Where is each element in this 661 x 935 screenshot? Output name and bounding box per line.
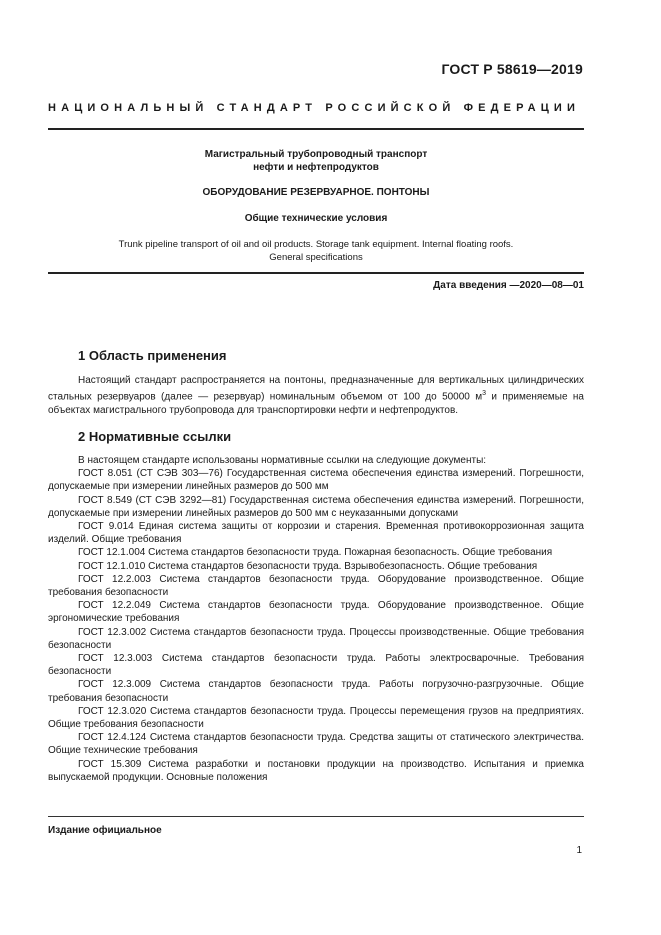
reference-paragraph: В настоящем стандарте использованы нормативные ссылки на следующие документы: (78, 455, 487, 466)
section-1-text-b: и применяемые на объектах магистрального трубопровода для транспортировки нефти и нефтепродуктов. (48, 391, 584, 416)
header-divider (48, 128, 584, 130)
reference-paragraph: ГОСТ 12.2.049 Система стандартов безопасности труда. Оборудование производственное. Общие эргономические требования (48, 600, 584, 625)
section-1-paragraph (48, 374, 584, 417)
reference-paragraph: ГОСТ 12.2.003 Система стандартов безопасности труда. Оборудование производственное. Общие требования безопасности (48, 573, 584, 599)
reference-paragraph: ГОСТ 9.014 Единая система защиты от коррозии и старения. Временная противокоррозионная защита изделий. Общие требования (48, 521, 584, 546)
title-divider (48, 272, 584, 274)
english-title-line-1: Trunk pipeline transport of oil and oil products. Storage tank equipment. Internal floating roofs. (118, 239, 514, 250)
subtitle: Общие технические условия (244, 213, 388, 224)
official-edition-label: Издание официальное (48, 825, 162, 836)
reference-paragraph: ГОСТ 12.1.004 Система стандартов безопасности труда. Пожарная безопасность. Общие требования (78, 547, 553, 559)
english-title-line-2: General specifications (269, 252, 363, 263)
reference-paragraph: ГОСТ 12.3.020 Система стандартов безопасности труда. Процессы перемещения грузов на предприятиях. Общие требования безопасности (48, 705, 584, 731)
section-1-body (48, 374, 584, 417)
reference-paragraph: ГОСТ 12.3.009 Система стандартов безопасности труда. Работы погрузочно-разгрузочные. Общие требования безопасности (48, 679, 584, 704)
reference-paragraph: ГОСТ 12.3.002 Система стандартов безопасности труда. Процессы производственные. Общие требования безопасности (48, 626, 584, 651)
introduction-date: Дата введения —2020—08—01 (433, 280, 584, 291)
national-standard-heading: НАЦИОНАЛЬНЫЙ СТАНДАРТ РОССИЙСКОЙ ФЕДЕРАЦИИ (48, 102, 581, 114)
reference-paragraph: ГОСТ 12.1.010 Система стандартов безопасности труда. Взрывобезопасность. Общие требования (78, 560, 538, 572)
page-number: 1 (576, 845, 582, 856)
reference-paragraph: ГОСТ 8.549 (СТ СЭВ 3292—81) Государственная система обеспечения единства измерений. Погрешности, допускаемые при измерении линейных размеров до 500 мм с неуказанными допусками (48, 494, 584, 519)
reference-paragraph: ГОСТ 12.4.124 Система стандартов безопасности труда. Средства защиты от статического электричества. Общие технические требования (48, 732, 584, 757)
footer-divider (48, 816, 584, 817)
section-2-body (48, 454, 584, 784)
title-line-1: Магистральный трубопроводный транспорт (204, 149, 428, 160)
document-code: ГОСТ Р 58619—2019 (441, 61, 583, 77)
reference-paragraph: ГОСТ 12.3.003 Система стандартов безопасности труда. Работы электросварочные. Требования безопасности (48, 653, 584, 678)
title-line-2: нефти и нефтепродуктов (253, 162, 379, 173)
main-title: ОБОРУДОВАНИЕ РЕЗЕРВУАРНОЕ. ПОНТОНЫ (202, 187, 430, 198)
section-2-heading: 2 Нормативные ссылки (78, 429, 232, 444)
section-1-text-a: Настоящий стандарт распространяется на понтоны, предназначенные для вертикальных цилиндрических стальных резервуаров (далее — резервуар) номинальным объемом от 100 до 50000 м (48, 375, 584, 403)
superscript-3: 3 (482, 390, 487, 398)
section-1-heading: 1 Область применения (78, 348, 227, 363)
reference-paragraph: ГОСТ 15.309 Система разработки и постановки продукции на производство. Испытания и приемка выпускаемой продукции. Основные положения (48, 758, 584, 783)
reference-paragraph: ГОСТ 8.051 (СТ СЭВ 303—76) Государственная система обеспечения единства измерений. Погрешности, допускаемые при измерении линейных размеров до 500 мм (48, 468, 584, 493)
